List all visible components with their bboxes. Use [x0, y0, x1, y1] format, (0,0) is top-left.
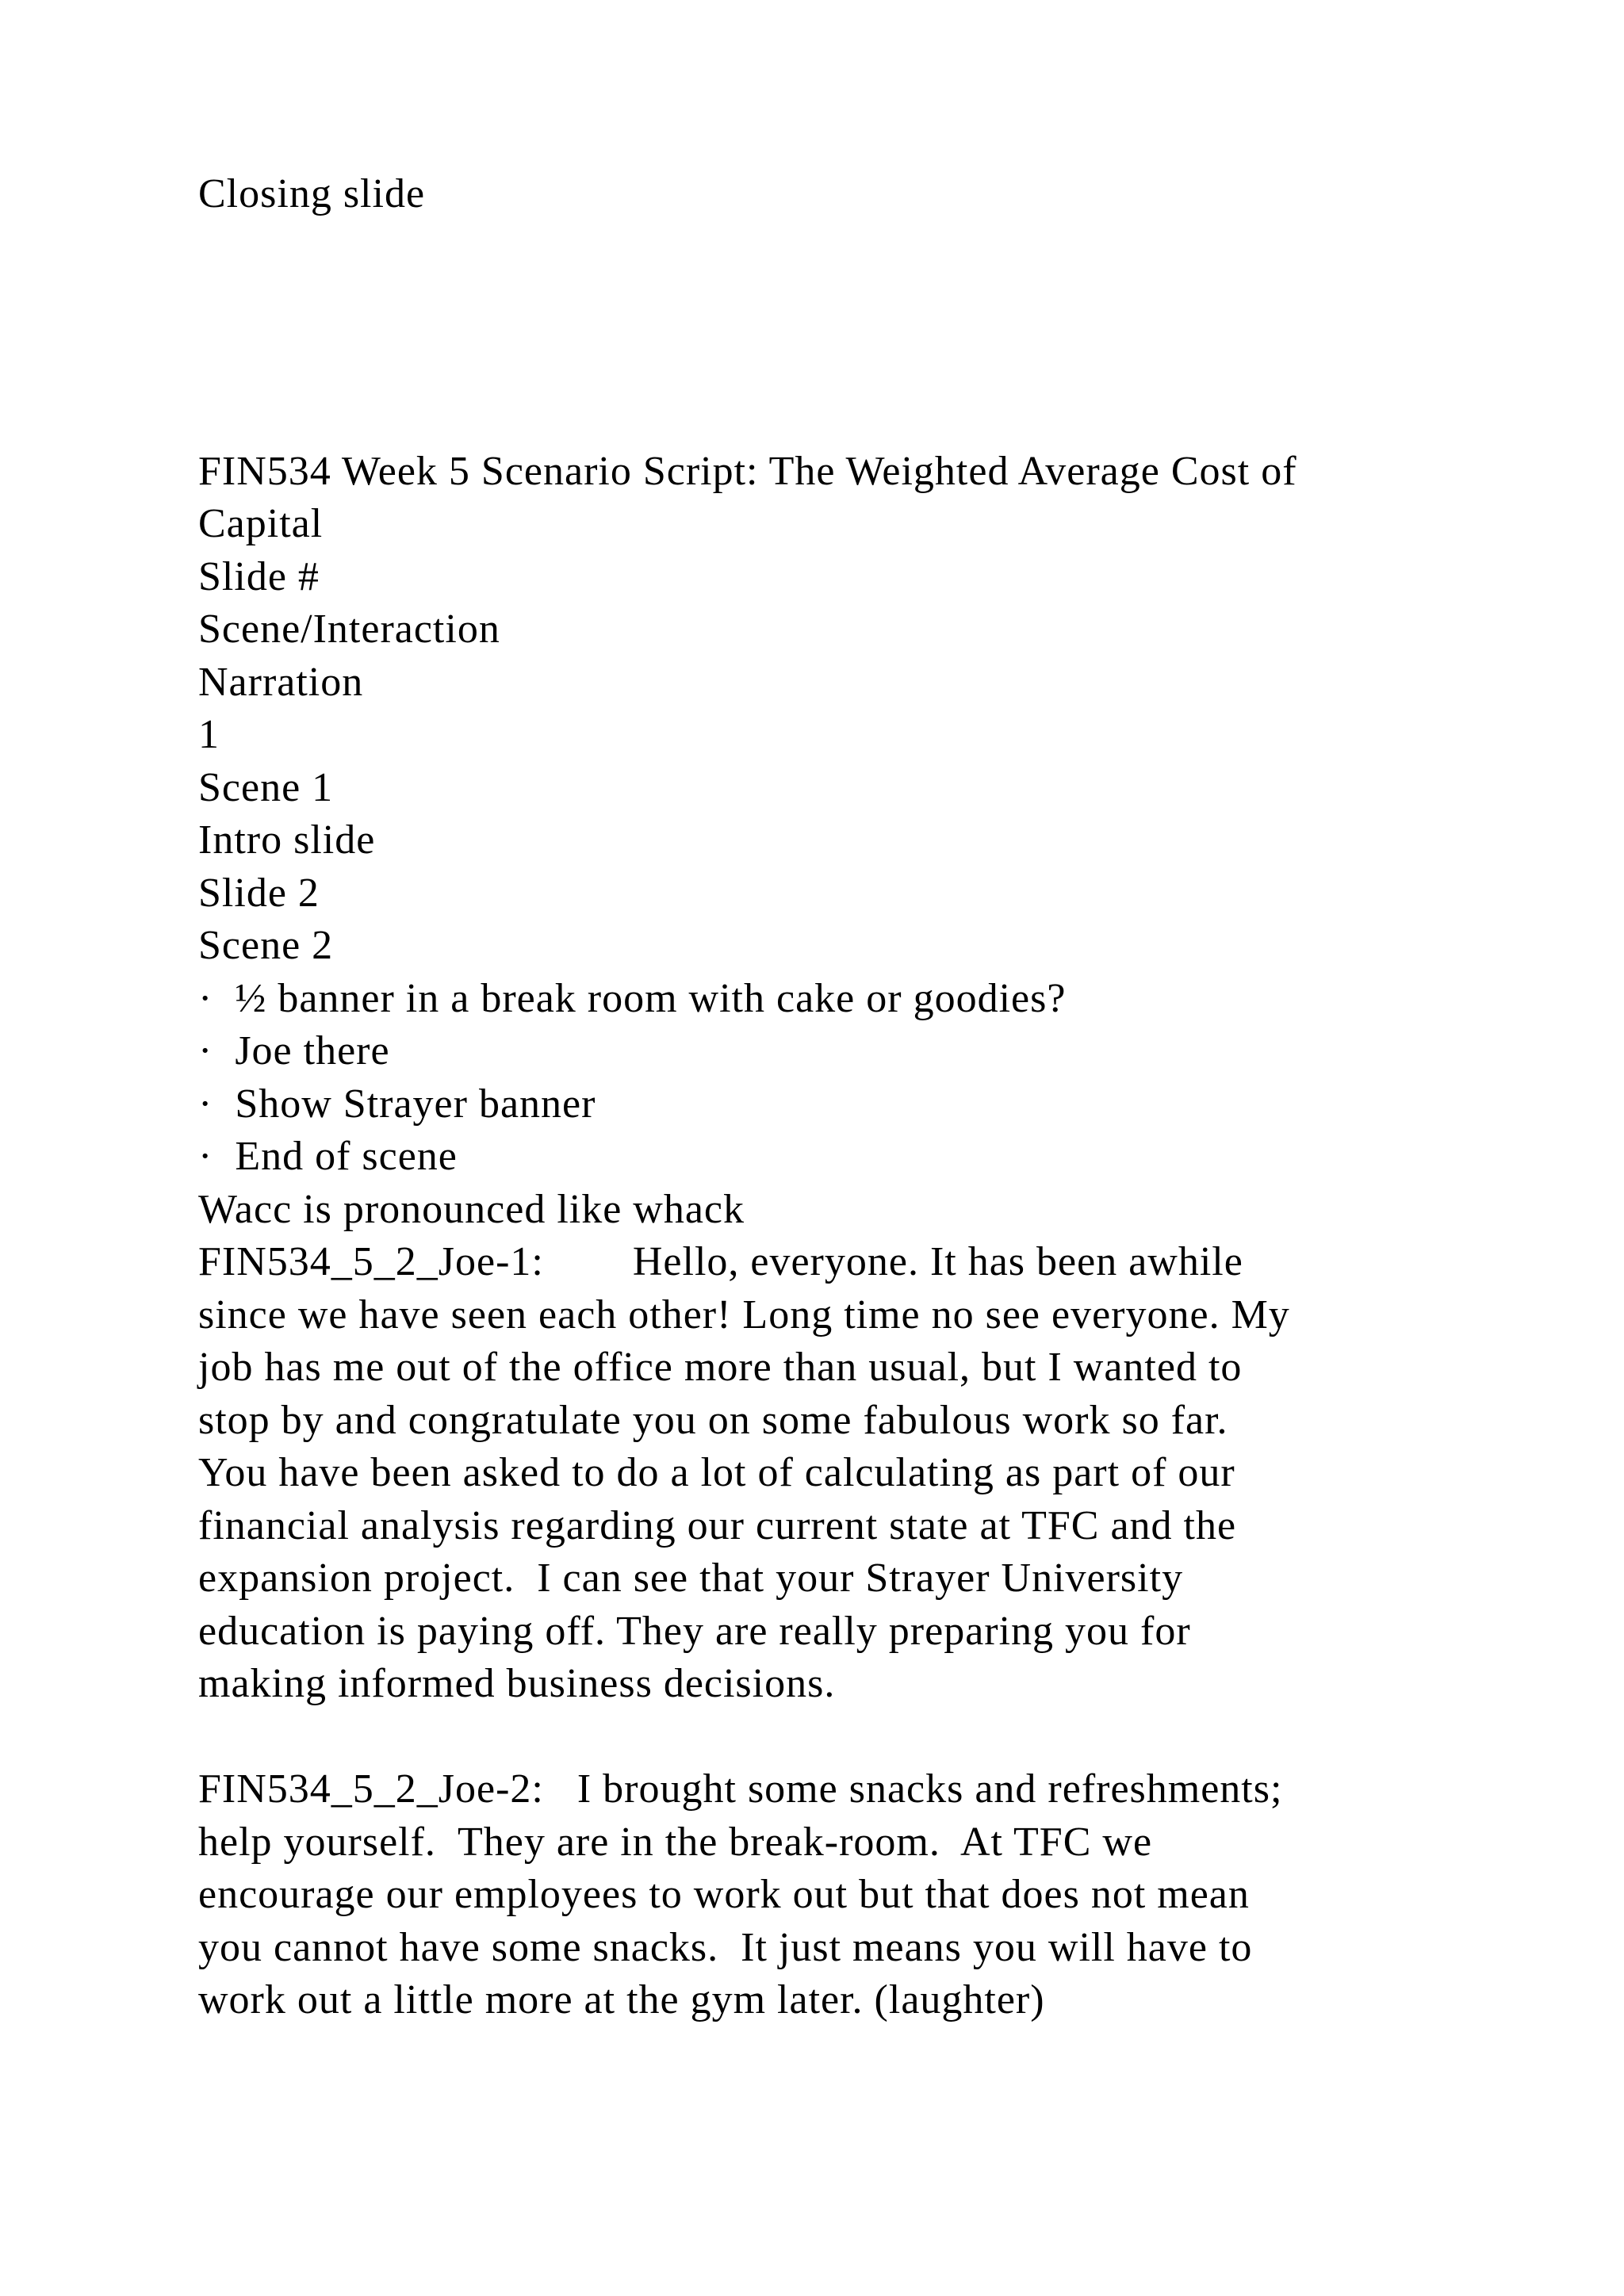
narration-line: FIN534_5_2_Joe-2: I brought some snacks and refreshments; [198, 1766, 1283, 1812]
slide-1-rows [198, 709, 1454, 867]
joe-1-narration-paragraph [198, 1236, 1454, 1711]
script-column-labels [198, 551, 1454, 710]
narration-line: making informed business decisions. [198, 1661, 836, 1706]
bullet-item: · End of scene [198, 1134, 458, 1179]
narration-line: financial analysis regarding our current state at TFC and the [198, 1502, 1237, 1548]
slide-2-scene: Scene 2 [198, 923, 334, 968]
bullet-item: · ½ banner in a break room with cake or goodies? [198, 975, 1067, 1021]
slide-1-number: 1 [198, 712, 220, 757]
slide-2-rows [198, 867, 1454, 973]
bullet-item: · Show Strayer banner [198, 1081, 596, 1127]
scene-2-bullet-list [198, 973, 1454, 1184]
closing-slide-heading: Closing slide [198, 171, 426, 216]
narration-line: help yourself. They are in the break-room. At TFC we [198, 1819, 1153, 1865]
narration-line: expansion project. I can see that your Strayer University [198, 1556, 1184, 1601]
narration-line: FIN534_5_2_Joe-1: Hello, everyone. It has been awhile [198, 1239, 1243, 1284]
narration-line: education is paying off. They are really preparing you for [198, 1608, 1191, 1654]
slide-1-scene: Scene 1 [198, 764, 334, 810]
narration-line: since we have seen each other! Long time no see everyone. My [198, 1292, 1290, 1337]
slide-1-interaction: Intro slide [198, 817, 376, 863]
narration-line: you cannot have some snacks. It just means you will have to [198, 1924, 1253, 1970]
column-label-scene-interaction: Scene/Interaction [198, 607, 500, 652]
script-title [198, 446, 1454, 551]
joe-2-narration-paragraph [198, 1763, 1454, 2027]
column-label-slide-number: Slide # [198, 553, 320, 599]
bullet-item: · Joe there [198, 1028, 390, 1073]
narration-line: work out a little more at the gym later. (laughter) [198, 1977, 1045, 2022]
script-title-line: Capital [198, 501, 324, 546]
narration-line: encourage our employees to work out but that does not mean [198, 1872, 1250, 1917]
column-label-narration: Narration [198, 659, 364, 705]
script-title-line: FIN534 Week 5 Scenario Script: The Weighted Average Cost of [198, 448, 1297, 494]
narration-line: stop by and congratulate you on some fabulous work so far. [198, 1397, 1228, 1443]
slide-2-number: Slide 2 [198, 870, 320, 916]
narration-line: You have been asked to do a lot of calculating as part of our [198, 1450, 1235, 1495]
narration-line: job has me out of the office more than usual, but I wanted to [198, 1345, 1243, 1390]
pronunciation-note: Wacc is pronounced like whack [198, 1186, 745, 1232]
